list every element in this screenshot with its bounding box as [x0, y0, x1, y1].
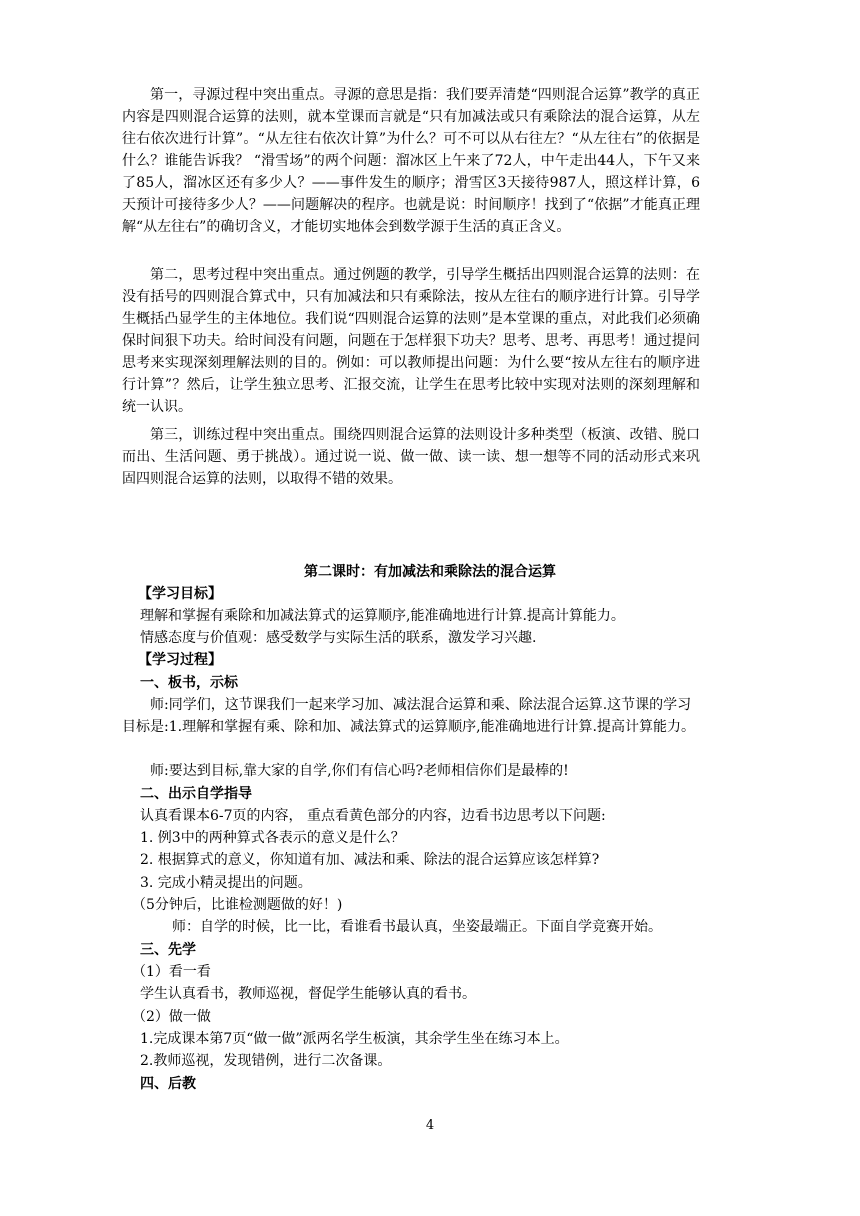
- page-number: 4: [425, 1118, 435, 1133]
- do-item-1: 1.完成课本第7页“做一做”派两名学生板演，其余学生坐在练习本上。: [140, 1031, 569, 1047]
- section-heading-3: 三、先学: [140, 942, 196, 958]
- do-item-2: 2.教师巡视，发现错例，进行二次备课。: [140, 1053, 392, 1069]
- question-item-1: 1. 例3中的两种算式各表示的意义是什么？: [140, 830, 405, 846]
- question-item-2: 2. 根据算式的意义，你知道有加、减法和乘、除法的混合运算应该怎样算?: [140, 852, 600, 868]
- subsection-look: （1）看一看: [132, 964, 211, 980]
- section-heading-2: 二、出示自学指导: [140, 786, 252, 802]
- section-heading-1: 一、板书，示标: [140, 675, 238, 691]
- question-item-3: 3. 完成小精灵提出的问题。: [140, 875, 312, 891]
- goal-item-1: 理解和掌握有乘除和加减法算式的运算顺序,能准确地进行计算.提高计算能力。: [140, 608, 625, 624]
- section-1-text-2: 师:要达到目标,靠大家的自学,你们有信心吗?老师相信你们是最棒的!: [150, 763, 569, 779]
- paragraph-third: 第三，训练过程中突出重点。围绕四则混合运算的法则设计多种类型（板演、改错、脱口而出、生活问题、勇于挑战）。通过说一说、做一做、读一读、想一想等不同的活动形式来巩固四则混合运算的法则，以取得不错的效果。: [122, 427, 700, 487]
- goals-heading: 【学习目标】: [138, 586, 222, 602]
- subsection-look-text: 学生认真看书，教师巡视，督促学生能够认真的看书。: [140, 986, 476, 1002]
- section-1-text: 师:同学们，这节课我们一起来学习加、减法混合运算和乘、除法混合运算.这节课的学习目标是:1.理解和掌握有乘、除和加、减法算式的运算顺序,能准确地进行计算.提高计算能力。: [122, 697, 695, 735]
- goal-item-2: 情感态度与价值观：感受数学与实际生活的联系，激发学习兴趣.: [140, 630, 537, 646]
- teacher-instruction: 师：自学的时候，比一比，看谁看书最认真，坐姿最端正。下面自学竞赛开始。: [172, 919, 662, 935]
- subsection-do: （2）做一做: [132, 1009, 211, 1025]
- process-heading: 【学习过程】: [138, 652, 222, 668]
- paragraph-first: 第一，寻源过程中突出重点。寻源的意思是指：我们要弄清楚“四则混合运算”教学的真正内容是四则混合运算的法则，就本堂课而言就是“只有加减法或只有乘除法的混合运算，从左往右依次进行计算”。“从左往右依次计算”为什么？可不可以从右往左？“从左往右”的依据是什么？谁能告诉我？ “滑雪场”的两个问题：溜冰区上午来了72人，中午走出44人，下午又来了85人，溜冰区还有多少人？——事件发生的顺序；滑雪区3天接待987人，照这样计算，6天预计可接待多少人？——问题解决的程序。也就是说：时间顺序！找到了“依据”才能真正理解“从左往右”的确切含义，才能切实地体会到数学源于生活的真正含义。: [122, 87, 700, 235]
- lesson-title: 第二课时：有加减法和乘除法的混合运算: [304, 564, 556, 580]
- section-heading-4: 四、后教: [140, 1076, 196, 1092]
- time-note: （5分钟后，比谁检测题做的好！): [132, 897, 343, 913]
- section-2-intro: 认真看课本6-7页的内容， 重点看黄色部分的内容，边看书边思考以下问题:: [140, 808, 606, 824]
- paragraph-second: 第二，思考过程中突出重点。通过例题的教学，引导学生概括出四则混合运算的法则：在没有括号的四则混合算式中，只有加减法和只有乘除法，按从左往右的顺序进行计算。引导学生概括凸显学生的主体地位。我们说“四则混合运算的法则”是本堂课的重点，对此我们必须确保时间狠下功夫。给时间没有问题，问题在于怎样狠下功夫？思考、思考、再思考！通过提问思考来实现深刻理解法则的目的。例如：可以教师提出问题：为什么要“按从左往右的顺序进行计算”？然后，让学生独立思考、汇报交流，让学生在思考比较中实现对法则的深刻理解和统一认识。: [122, 267, 700, 415]
